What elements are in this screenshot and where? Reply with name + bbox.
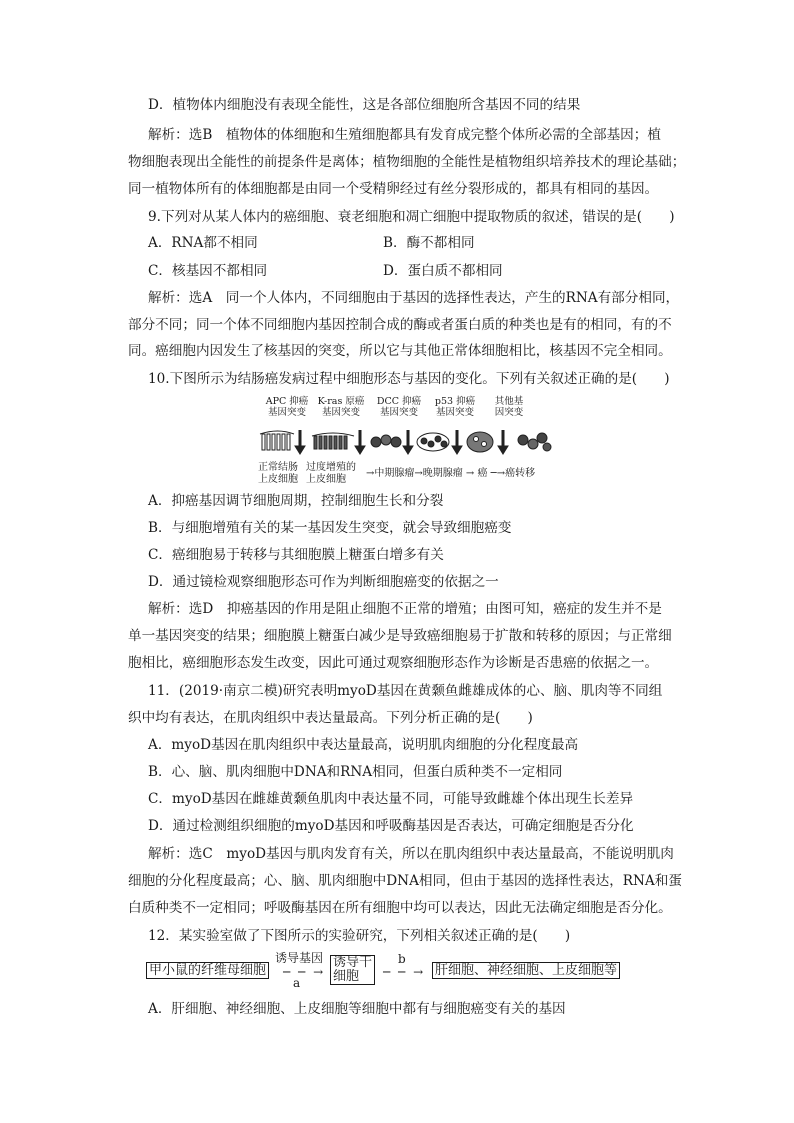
q11-analysis-line-3: 白质种类不一定相同；呼吸酶基因在所有细胞中均可以表达，因此无法确定细胞是否分化。 (128, 900, 672, 916)
q11-analysis-line-1: 解析：选C myoD基因与肌肉发育有关，所以在肌肉组织中表达量最高，不能说明肌肉 (148, 846, 674, 862)
arrow-b-label: b (398, 952, 406, 966)
q11-analysis-line-2: 细胞的分化程度最高；心、脑、肌肉细胞中DNA相同，但由于基因的选择性表达，RNA和蛋 (128, 873, 682, 889)
q8-option-d: D．植物体内细胞没有表现全能性，这是各部位细胞所含基因不同的结果 (148, 97, 581, 113)
q9-analysis-line-2: 部分不同；同一个体不同细胞内基因控制合成的酶或者蛋白质的种类也是有的相同，有的不 (128, 317, 672, 333)
q9-analysis-line-1: 解析：选A 同一个人体内，不同细胞由于基因的选择性表达，产生的RNA有部分相同， (148, 290, 680, 306)
arrow-a-top-label: 诱导基因 (275, 951, 324, 965)
q10-analysis-line-2: 单一基因突变的结果；细胞膜上糖蛋白减少是导致癌细胞易于扩散和转移的原因；与正常细 (128, 628, 672, 644)
q11-option-c: C．myoD基因在雌雄黄颡鱼肌肉中表达量不同，可能导致雌雄个体出现生长差异 (148, 791, 634, 807)
q10-option-a: A．抑癌基因调节细胞周期，控制细胞生长和分裂 (148, 493, 444, 509)
mutation-label-other: 其他基 因突变 (494, 396, 524, 418)
q10-analysis-line-1: 解析：选D 抑癌基因的作用是阻止细胞不正常的增殖；由图可知，癌症的发生并不是 (148, 601, 662, 617)
q9-stem: 9.下列对从某人体内的癌细胞、衰老细胞和凋亡细胞中提取物质的叙述，错误的是( ) (148, 209, 675, 225)
q8-analysis-line-2: 物细胞表现出全能性的前提条件是离体；植物细胞的全能性是植物组织培养技术的理论基础； (128, 154, 686, 170)
stage-hyperplastic-epithelium: 过度增殖的 上皮细胞 (306, 462, 356, 485)
q12-option-a: A．肝细胞、神经细胞、上皮细胞等细胞中都有与细胞癌变有关的基因 (148, 1001, 566, 1017)
mutation-label-dcc: DCC 抑癌 基因突变 (376, 396, 422, 418)
q9-option-b: B．酶不都相同 (383, 235, 475, 251)
mutation-label-kras: K-ras 原癌 基因突变 (317, 396, 365, 418)
colon-cancer-diagram (258, 396, 558, 496)
arrow-b-line: ─ ─ → (383, 965, 426, 979)
box-differentiated-cells: 肝细胞、神经细胞、上皮细胞等 (432, 962, 620, 979)
q11-stem-line-2: 织中均有表达，在肌肉组织中表达量最高。下列分析正确的是( ) (128, 710, 533, 726)
q11-option-b: B．心、脑、肌肉细胞中DNA和RNA相同，但蛋白质种类不一定相同 (148, 764, 563, 780)
q8-analysis-line-1: 解析：选B 植物体的体细胞和生殖细胞都具有发育成完整个体所必需的全部基因；植 (148, 127, 661, 143)
q10-analysis-line-3: 胞相比，癌细胞形态发生改变，因此可通过观察细胞形态作为诊断是否患癌的依据之一。 (128, 655, 659, 671)
stage-progression-text: →中期腺瘤→晚期腺瘤 → 癌 ─→癌转移 (366, 468, 536, 479)
q10-stem: 10.下图所示为结肠癌发病过程中细胞形态与基因的变化。下列有关叙述正确的是( ) (148, 371, 670, 387)
box-ips-cell: 诱导干 细胞 (330, 955, 375, 985)
q11-stem-line-1: 11．(2019·南京二模)研究表明myoD基因在黄颡鱼雌雄成体的心、脑、肌肉等不同组 (148, 683, 663, 699)
q10-option-c: C．癌细胞易于转移与其细胞膜上糖蛋白增多有关 (148, 547, 444, 563)
q9-option-c: C．核基因不都相同 (148, 263, 268, 279)
q9-option-d: D．蛋白质不都相同 (383, 263, 503, 279)
q10-option-b: B．与细胞增殖有关的某一基因发生突变，就会导致细胞癌变 (148, 520, 512, 536)
q9-option-a: A．RNA都不相同 (148, 235, 258, 251)
box-fibroblast: 甲小鼠的纤维母细胞 (146, 962, 269, 979)
q11-option-d: D．通过检测组织细胞的myoD基因和呼吸酶基因是否表达，可确定细胞是否分化 (148, 818, 634, 834)
arrow-a-line: ─ ─ → (283, 965, 326, 979)
q12-stem: 12．某实验室做了下图所示的实验研究，下列相关叙述正确的是( ) (148, 928, 571, 944)
mutation-label-p53: p53 抑癌 基因突变 (434, 396, 476, 418)
cell-progression-illustration (258, 426, 558, 460)
mutation-label-apc: APC 抑癌 基因突变 (265, 396, 309, 418)
q11-option-a: A．myoD基因在肌肉组织中表达量最高，说明肌肉细胞的分化程度最高 (148, 737, 579, 753)
arrow-a-label: a (293, 976, 301, 990)
stage-normal-epithelium: 正常结肠 上皮细胞 (258, 462, 298, 485)
q9-analysis-line-3: 同。癌细胞内因发生了核基因的突变，所以它与其他正常体细胞相比，核基因不完全相同。 (128, 343, 672, 359)
q10-option-d: D．通过镜检观察细胞形态可作为判断细胞癌变的依据之一 (148, 574, 499, 590)
q8-analysis-line-3: 同一植物体所有的体细胞都是由同一个受精卵经过有丝分裂形成的，都具有相同的基因。 (128, 181, 659, 197)
